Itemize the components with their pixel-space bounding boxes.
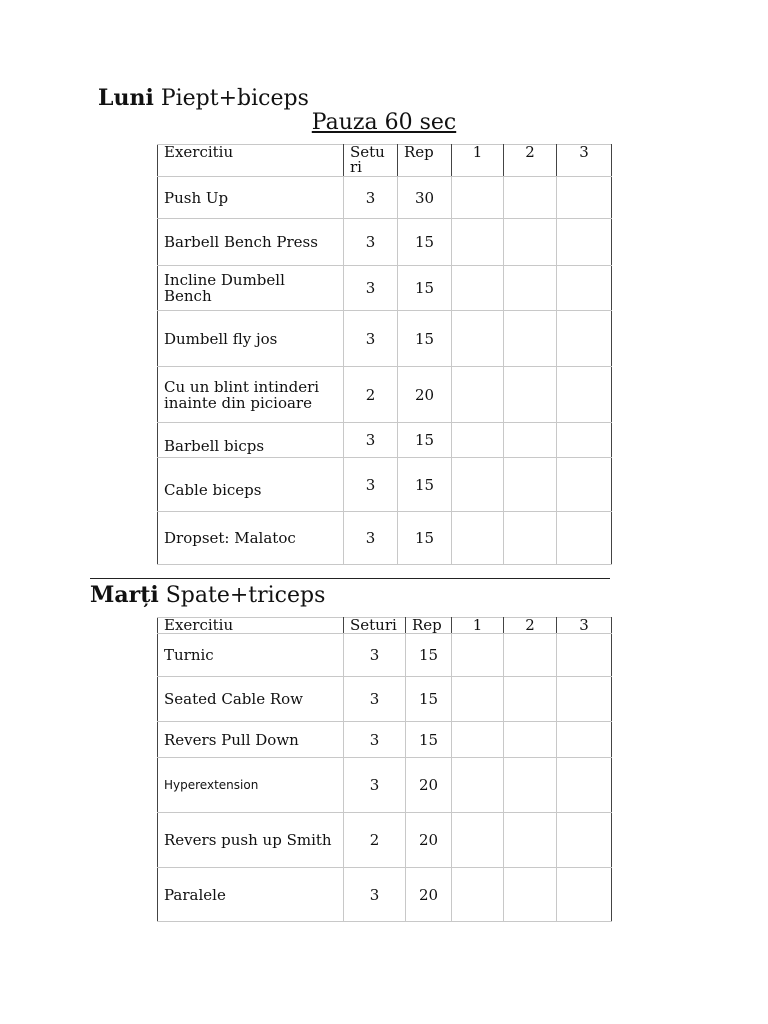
table-row bbox=[158, 458, 612, 512]
monday-workout-table bbox=[157, 144, 612, 565]
reps-value: 15 bbox=[406, 677, 452, 722]
table-row bbox=[158, 311, 612, 367]
rest-note: Pauza 60 sec bbox=[311, 110, 457, 135]
table-row bbox=[158, 219, 612, 266]
reps-value: 20 bbox=[406, 813, 452, 868]
set-2-cell[interactable] bbox=[504, 813, 557, 868]
sets-value: 3 bbox=[344, 722, 406, 758]
exercise-name: Incline Dumbell Bench bbox=[158, 266, 344, 311]
reps-value: 15 bbox=[398, 512, 452, 565]
table-row bbox=[158, 868, 612, 922]
exercise-name: Hyperextension bbox=[158, 758, 344, 813]
header-set-3: 3 bbox=[557, 618, 612, 634]
set-2-cell[interactable] bbox=[504, 677, 557, 722]
header-set-3: 3 bbox=[557, 145, 612, 177]
reps-value: 20 bbox=[406, 868, 452, 922]
set-1-cell[interactable] bbox=[452, 367, 504, 423]
set-1-cell[interactable] bbox=[452, 512, 504, 565]
section-divider bbox=[90, 578, 610, 579]
sets-value: 3 bbox=[344, 219, 398, 266]
sets-value: 3 bbox=[344, 512, 398, 565]
set-2-cell[interactable] bbox=[504, 758, 557, 813]
sets-value: 3 bbox=[344, 266, 398, 311]
set-2-cell[interactable] bbox=[504, 458, 557, 512]
header-sets: Seturi bbox=[344, 618, 406, 634]
exercise-name: Seated Cable Row bbox=[158, 677, 344, 722]
set-3-cell[interactable] bbox=[557, 758, 612, 813]
reps-value: 30 bbox=[398, 177, 452, 219]
set-2-cell[interactable] bbox=[504, 868, 557, 922]
table-row bbox=[158, 758, 612, 813]
set-1-cell[interactable] bbox=[452, 219, 504, 266]
set-1-cell[interactable] bbox=[452, 177, 504, 219]
set-1-cell[interactable] bbox=[452, 266, 504, 311]
set-1-cell[interactable] bbox=[452, 677, 504, 722]
reps-value: 15 bbox=[398, 266, 452, 311]
table-row bbox=[158, 423, 612, 458]
set-3-cell[interactable] bbox=[557, 813, 612, 868]
set-2-cell[interactable] bbox=[504, 266, 557, 311]
set-1-cell[interactable] bbox=[452, 758, 504, 813]
header-reps: Rep bbox=[398, 145, 452, 177]
set-1-cell[interactable] bbox=[452, 634, 504, 677]
header-set-1: 1 bbox=[452, 145, 504, 177]
day-name: Luni bbox=[98, 85, 154, 111]
set-3-cell[interactable] bbox=[557, 266, 612, 311]
header-sets: Setu ri bbox=[344, 145, 398, 177]
set-3-cell[interactable] bbox=[557, 219, 612, 266]
reps-value: 15 bbox=[398, 423, 452, 458]
exercise-name: Dumbell fly jos bbox=[158, 311, 344, 367]
exercise-name: Revers Pull Down bbox=[158, 722, 344, 758]
set-1-cell[interactable] bbox=[452, 722, 504, 758]
set-3-cell[interactable] bbox=[557, 868, 612, 922]
day-focus: Piept+biceps bbox=[160, 86, 309, 111]
reps-value: 20 bbox=[398, 367, 452, 423]
exercise-name: Cu un blint intinderi inainte din picioare bbox=[158, 367, 344, 423]
exercise-name: Dropset: Malatoc bbox=[158, 512, 344, 565]
exercise-name: Barbell bicps bbox=[158, 423, 344, 458]
set-3-cell[interactable] bbox=[557, 311, 612, 367]
table-row bbox=[158, 813, 612, 868]
reps-value: 15 bbox=[398, 458, 452, 512]
set-2-cell[interactable] bbox=[504, 219, 557, 266]
table-row bbox=[158, 177, 612, 219]
header-set-1: 1 bbox=[452, 618, 504, 634]
table-header-row bbox=[158, 145, 612, 177]
sets-value: 3 bbox=[344, 758, 406, 813]
set-1-cell[interactable] bbox=[452, 311, 504, 367]
sets-value: 3 bbox=[344, 634, 406, 677]
table-header-row bbox=[158, 618, 612, 634]
set-3-cell[interactable] bbox=[557, 722, 612, 758]
tuesday-workout-table bbox=[157, 617, 612, 922]
set-2-cell[interactable] bbox=[504, 423, 557, 458]
set-3-cell[interactable] bbox=[557, 367, 612, 423]
exercise-name: Revers push up Smith bbox=[158, 813, 344, 868]
sets-value: 3 bbox=[344, 677, 406, 722]
set-2-cell[interactable] bbox=[504, 367, 557, 423]
sets-value: 3 bbox=[344, 177, 398, 219]
header-reps: Rep bbox=[406, 618, 452, 634]
set-1-cell[interactable] bbox=[452, 868, 504, 922]
set-3-cell[interactable] bbox=[557, 634, 612, 677]
reps-value: 15 bbox=[398, 311, 452, 367]
header-set-2: 2 bbox=[504, 145, 557, 177]
header-exercise: Exercitiu bbox=[158, 618, 344, 634]
table-row bbox=[158, 722, 612, 758]
set-3-cell[interactable] bbox=[557, 177, 612, 219]
sets-value: 2 bbox=[344, 813, 406, 868]
exercise-name: Barbell Bench Press bbox=[158, 219, 344, 266]
reps-value: 15 bbox=[406, 722, 452, 758]
set-3-cell[interactable] bbox=[557, 677, 612, 722]
monday-heading bbox=[98, 85, 309, 111]
table-row bbox=[158, 634, 612, 677]
table-row bbox=[158, 677, 612, 722]
day-name: Marți bbox=[90, 582, 159, 608]
sets-value: 3 bbox=[344, 311, 398, 367]
set-2-cell[interactable] bbox=[504, 722, 557, 758]
reps-value: 15 bbox=[398, 219, 452, 266]
table-row bbox=[158, 512, 612, 565]
set-2-cell[interactable] bbox=[504, 311, 557, 367]
set-3-cell[interactable] bbox=[557, 458, 612, 512]
reps-value: 15 bbox=[406, 634, 452, 677]
exercise-name: Turnic bbox=[158, 634, 344, 677]
sets-value: 3 bbox=[344, 868, 406, 922]
table-row bbox=[158, 367, 612, 423]
set-1-cell[interactable] bbox=[452, 458, 504, 512]
sets-value: 3 bbox=[344, 458, 398, 512]
set-2-cell[interactable] bbox=[504, 634, 557, 677]
reps-value: 20 bbox=[406, 758, 452, 813]
table-row bbox=[158, 266, 612, 311]
tuesday-heading bbox=[90, 582, 325, 608]
set-3-cell[interactable] bbox=[557, 423, 612, 458]
set-2-cell[interactable] bbox=[504, 177, 557, 219]
day-focus: Spate+triceps bbox=[165, 583, 326, 608]
header-set-2: 2 bbox=[504, 618, 557, 634]
set-1-cell[interactable] bbox=[452, 423, 504, 458]
header-exercise: Exercitiu bbox=[158, 145, 344, 177]
exercise-name: Cable biceps bbox=[158, 458, 344, 512]
set-3-cell[interactable] bbox=[557, 512, 612, 565]
exercise-name: Push Up bbox=[158, 177, 344, 219]
sets-value: 2 bbox=[344, 367, 398, 423]
set-1-cell[interactable] bbox=[452, 813, 504, 868]
exercise-name: Paralele bbox=[158, 868, 344, 922]
sets-value: 3 bbox=[344, 423, 398, 458]
set-2-cell[interactable] bbox=[504, 512, 557, 565]
